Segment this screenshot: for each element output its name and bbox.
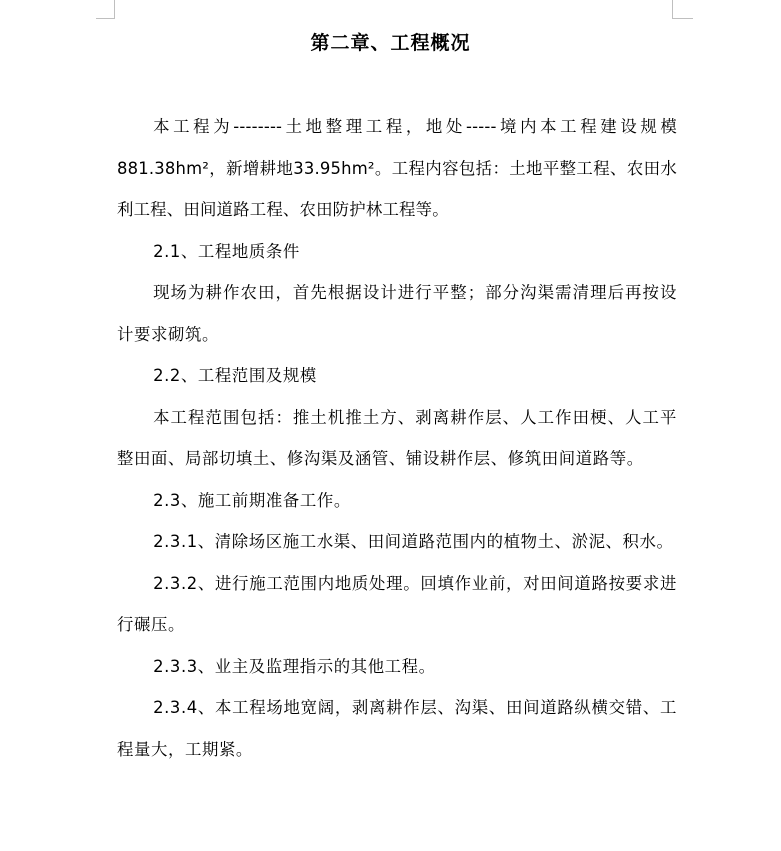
heading-2-2: 2.2、工程范围及规模 — [153, 366, 317, 385]
paragraph-2-3-4: 2.3.4、本工程场地宽阔，剥离耕作层、沟渠、田间道路纵横交错、工程量大，工期紧。 — [117, 698, 677, 759]
paragraph-2-3-2: 2.3.2、进行施工范围内地质处理。回填作业前，对田间道路按要求进行碾压。 — [117, 573, 677, 634]
page-corner-mark-left — [96, 0, 115, 19]
paragraph-2-3-3: 2.3.3、业主及监理指示的其他工程。 — [153, 656, 436, 676]
page-corner-mark-right — [672, 0, 693, 19]
document-body — [117, 106, 677, 770]
heading-2-3: 2.3、施工前期准备工作。 — [153, 490, 351, 510]
paragraph-overview: 本工程为--------土地整理工程，地处-----境内本工程建设规模881.38hm²，新增耕地33.95hm²。工程内容包括：土地平整工程、农田水利工程、田间道路工程、农田防护林工程等。 — [117, 117, 677, 219]
paragraph-geology: 现场为耕作农田，首先根据设计进行平整；部分沟渠需清理后再按设计要求砌筑。 — [117, 283, 677, 344]
chapter-title: 第二章、工程概况 — [310, 32, 471, 54]
paragraph-2-3-1: 2.3.1、清除场区施工水渠、田间道路范围内的植物土、淤泥、积水。 — [153, 532, 674, 551]
paragraph-scope: 本工程范围包括：推土机推土方、剥离耕作层、人工作田梗、人工平整田面、局部切填土、修沟渠及涵管、铺设耕作层、修筑田间道路等。 — [117, 407, 677, 468]
heading-2-1: 2.1、工程地质条件 — [153, 241, 300, 261]
